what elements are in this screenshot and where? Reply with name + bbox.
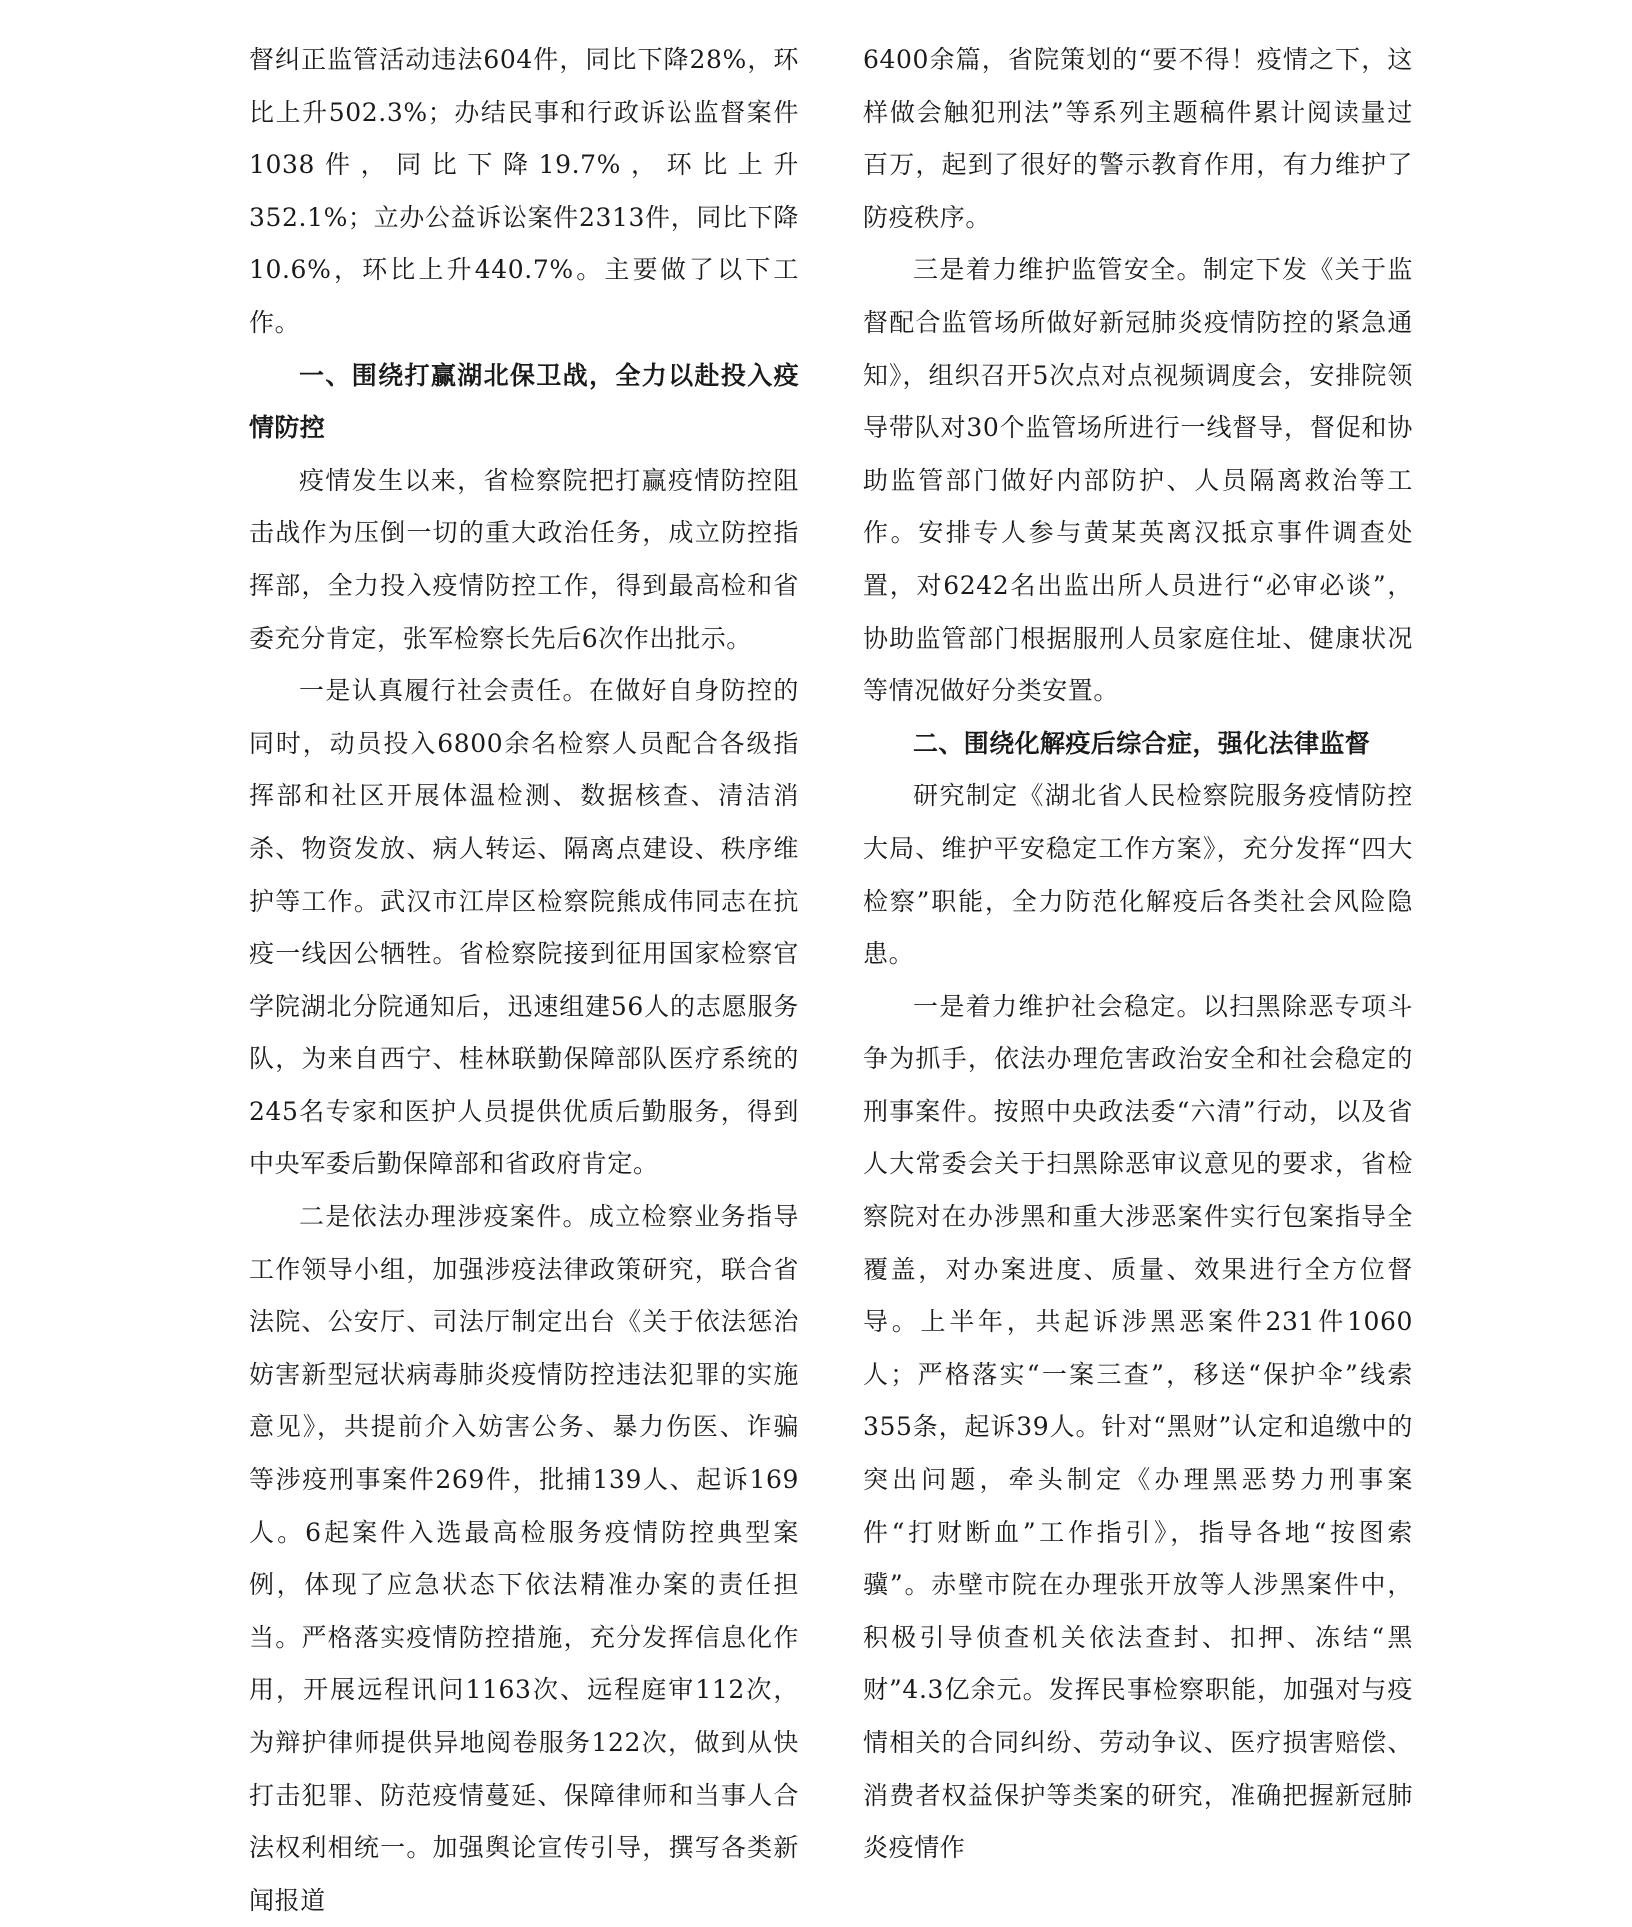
paragraph: 督纠正监管活动违法604件，同比下降28%，环比上升502.3%；办结民事和行政诉讼监督案件1038件，同比下降19.7%，环比上升352.1%；立办公益诉讼案件2313件，同比下降10.6%，环比上升440.7%。主要做了以下工作。 [249, 45, 799, 337]
paragraph: 一是认真履行社会责任。在做好自身防控的同时，动员投入6800余名检察人员配合各级指挥部和社区开展体温检测、数据核查、清洁消杀、物资发放、病人转运、隔离点建设、秩序维护等工作。武汉市江岸区检察院熊成伟同志在抗疫一线因公牺牲。省检察院接到征用国家检察官学院湖北分院通知后，迅速组建56人的志愿服务队，为来自西宁、桂林联勤保障部队医疗系统的245名专家和医护人员提供优质后勤服务，得到中央军委后勤保障部和省政府肯定。 [249, 676, 799, 1179]
left-column [249, 34, 799, 1927]
paragraph: 6400余篇，省院策划的“要不得！疫情之下，这样做会触犯刑法”等系列主题稿件累计阅读量过百万，起到了很好的警示教育作用，有力维护了防疫秩序。 [863, 45, 1413, 232]
paragraph: 三是着力维护监管安全。制定下发《关于监督配合监管场所做好新冠肺炎疫情防控的紧急通知》，组织召开5次点对点视频调度会，安排院领导带队对30个监管场所进行一线督导，督促和协助监管部门做好内部防护、人员隔离救治等工作。安排专人参与黄某英离汉抵京事件调查处置，对6242名出监出所人员进行“必审必谈”，协助监管部门根据服刑人员家庭住址、健康状况等情况做好分类安置。 [863, 255, 1413, 706]
paragraph: 一是着力维护社会稳定。以扫黑除恶专项斗争为抓手，依法办理危害政治安全和社会稳定的刑事案件。按照中央政法委“六清”行动，以及省人大常委会关于扫黑除恶审议意见的要求，省检察院对在办涉黑和重大涉恶案件实行包案指导全覆盖，对办案进度、质量、效果进行全方位督导。上半年，共起诉涉黑恶案件231件1060人；严格落实“一案三查”，移送“保护伞”线索355条，起诉39人。针对“黑财”认定和追缴中的突出问题，牵头制定《办理黑恶势力刑事案件“打财断血”工作指引》，指导各地“按图索骥”。赤壁市院在办理张开放等人涉黑案件中，积极引导侦查机关依法查封、扣押、冻结“黑财”4.3亿余元。发挥民事检察职能，加强对与疫情相关的合同纠纷、劳动争议、医疗损害赔偿、消费者权益保护等类案的研究，准确把握新冠肺炎疫情作 [863, 991, 1413, 1863]
section-heading-1: 一、围绕打赢湖北保卫战，全力以赴投入疫情防控 [249, 360, 799, 443]
paragraph: 研究制定《湖北省人民检察院服务疫情防控大局、维护平安稳定工作方案》，充分发挥“四大检察”职能，全力防范化解疫后各类社会风险隐患。 [863, 781, 1413, 969]
right-column [863, 34, 1413, 1875]
paragraph: 二是依法办理涉疫案件。成立检察业务指导工作领导小组，加强涉疫法律政策研究，联合省法院、公安厅、司法厅制定出台《关于依法惩治妨害新型冠状病毒肺炎疫情防控违法犯罪的实施意见》，共提前介入妨害公务、暴力伤医、诈骗等涉疫刑事案件269件，批捕139人、起诉169人。6起案件入选最高检服务疫情防控典型案例，体现了应急状态下依法精准办案的责任担当。严格落实疫情防控措施，充分发挥信息化作用，开展远程讯问1163次、远程庭审112次，为辩护律师提供异地阅卷服务122次，做到从快打击犯罪、防范疫情蔓延、保障律师和当事人合法权利相统一。加强舆论宣传引导，撰写各类新闻报道 [249, 1202, 799, 1915]
section-heading-2: 二、围绕化解疫后综合症，强化法律监督 [913, 728, 1371, 758]
paragraph: 疫情发生以来，省检察院把打赢疫情防控阻击战作为压倒一切的重大政治任务，成立防控指挥部，全力投入疫情防控工作，得到最高检和省委充分肯定，张军检察长先后6次作出批示。 [249, 465, 799, 653]
